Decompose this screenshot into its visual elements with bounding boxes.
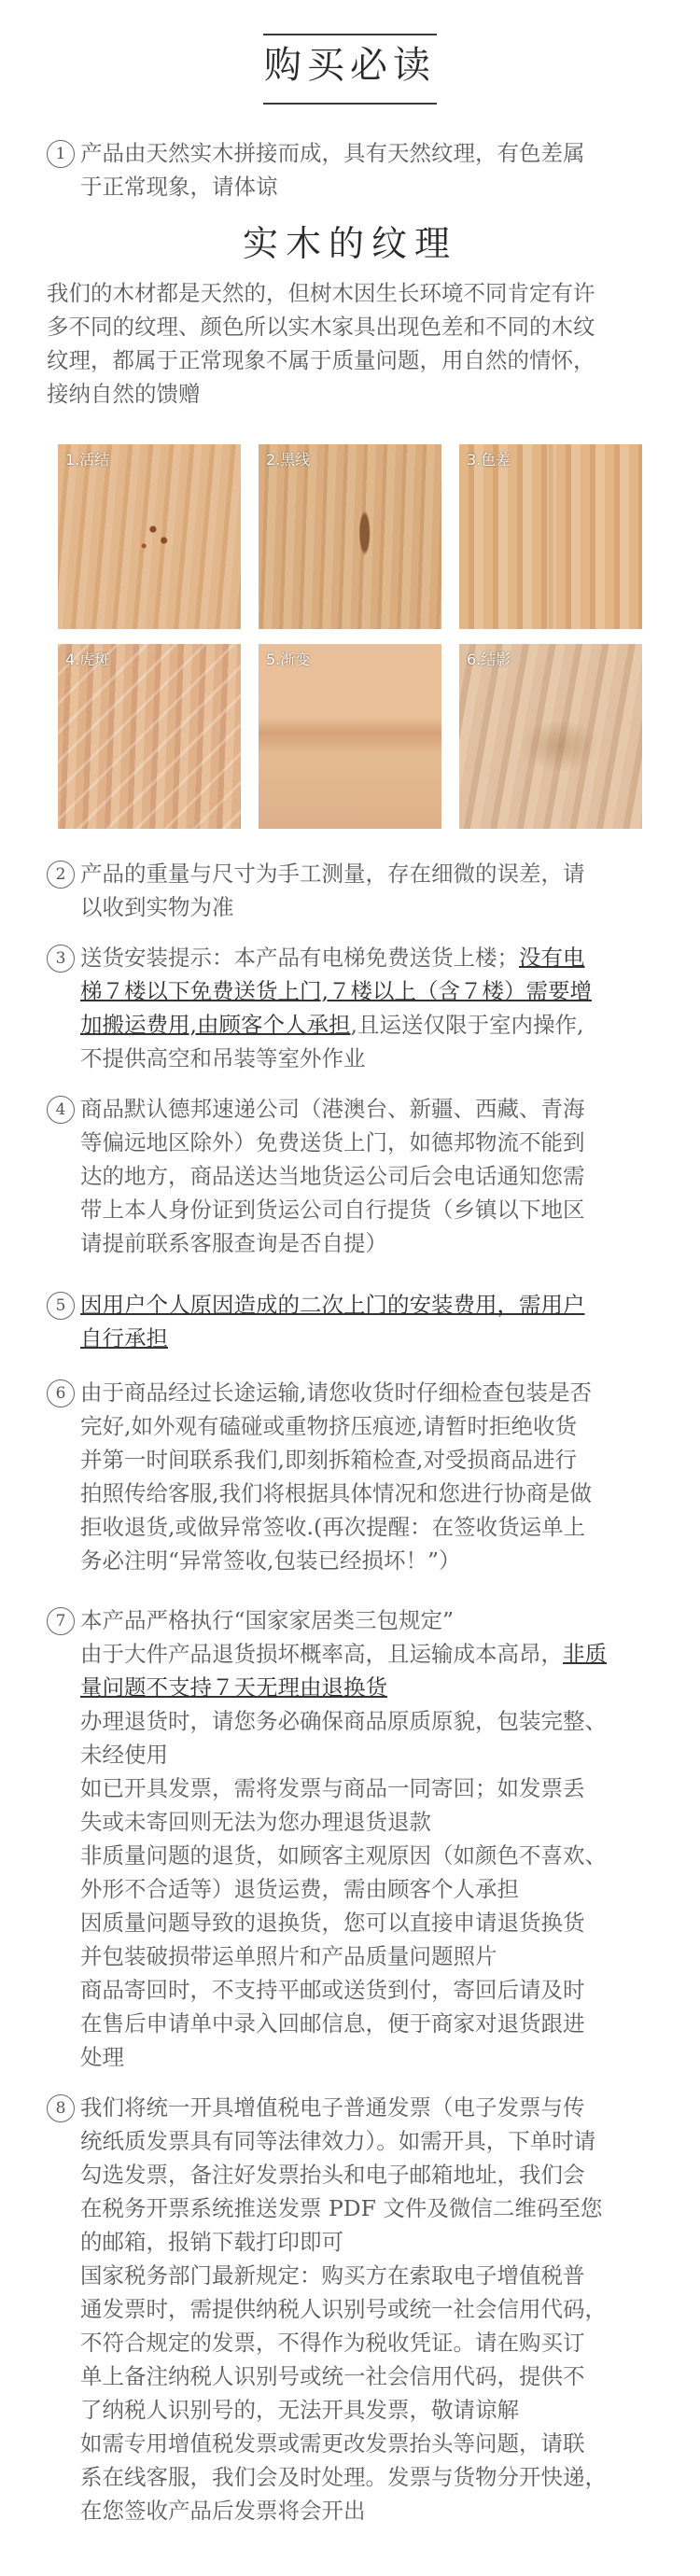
item-line: 拍照传给客服,我们将根据具体情况和您进行协商是做 [80,1480,592,1506]
item-number: 4 [47,1096,75,1124]
item-line: 达的地方，商品送达当地货运公司后会电话通知您需 [80,1163,585,1189]
wood-photo-color-difference [459,444,642,629]
wood-photo-black-line [259,444,441,629]
item-line: 的邮箱，报销下载打印即可 [80,2229,343,2255]
item-line: 单上备注纳税人识别号或统一社会信用代码，提供不 [80,2363,585,2389]
page-title: 购买必读 [264,44,436,87]
item-number: 7 [47,1607,75,1635]
item-line: 不符合规定的发票，不得作为税收凭证。请在购买订 [80,2330,585,2356]
notice-item-4 [47,1092,663,1260]
item-line: 办理退货时，请您务必确保商品原质原貌，包装完整、 [80,1708,607,1734]
notice-item-1 [47,136,663,203]
item-emphasis: 没有电 [519,945,585,971]
texture-section-title: 实木的纹理 [242,223,457,264]
wood-photo-tiger-stripe [58,644,241,829]
item-line: 产品的重量与尺寸为手工测量，存在细微的误差，请 [80,861,585,887]
desc-line: 纹理，都属于正常现象不属于质量问题，用自然的情怀， [47,347,595,373]
item-text: 本产品严格执行“国家家居类三包规定” [80,1607,455,1633]
item-emphasis: 梯７楼以下免费送货上门,７楼以上（含７楼）需要增 [80,978,592,1004]
item-line: 处理 [80,2044,124,2070]
item-line: 通发票时，需提供纳税人识别号或统一社会信用代码， [80,2296,607,2322]
item-line: 国家税务部门最新规定：购买方在索取电子增值税普 [80,2262,585,2289]
item-line: 非质量问题的退货，如顾客主观原因（如颜色不喜欢、 [80,1842,607,1869]
notice-item-2 [47,857,663,924]
item-line: 商品默认德邦速递公司（港澳台、新疆、西藏、青海 [80,1096,585,1122]
notice-item-6 [47,1376,663,1577]
item-line: 完好,如外观有磕碰或重物挤压痕迹,请暂时拒绝收货 [80,1413,577,1439]
item-line: 在税务开票系统推送发票 PDF 文件及微信二维码至您 [80,2195,603,2221]
item-line: 拒收退货,或做异常签收.(再次提醒：在签收货运单上 [80,1514,586,1540]
item-number: 1 [47,140,75,168]
notice-item-5 [47,1288,663,1355]
desc-line: 我们的木材都是天然的，但树木因生长环境不同肯定有许 [47,280,595,306]
notice-item-8 [47,2091,663,2527]
item-text: 送货安装提示：本产品有电梯免费送货上楼； [80,945,519,971]
item-line: 商品寄回时，不支持平邮或送货到付，寄回后请及时 [80,1977,585,2003]
item-line: 产品由天然实木拼接而成，具有天然纹理，有色差属 [80,140,585,166]
item-emphasis: 非质 [563,1641,607,1667]
texture-description [47,276,663,411]
item-line: 如已开具发票，需将发票与商品一同寄回；如发票丢 [80,1775,585,1801]
item-text: 由于大件产品退货损坏概率高，且运输成本高昂， [80,1641,563,1667]
wood-photo-knot-shadow [459,644,642,829]
item-emphasis: 量问题不支持７天无理由退换货 [80,1674,387,1701]
item-emphasis: 因用户个人原因造成的二次上门的安装费用，需用户 [80,1292,585,1318]
item-line: 由于商品经过长途运输,请您收货时仔细检查包装是否 [80,1379,592,1406]
item-emphasis: 自行承担 [80,1325,168,1351]
item-line: 统纸质发票具有同等法律效力）。如需开具，下单时请 [80,2128,596,2154]
item-line: 请提前联系客服查询是否自提） [80,1230,387,1256]
item-number: 5 [47,1292,75,1320]
item-number: 3 [47,945,75,973]
item-line: 在售后申请单中录入回邮信息，便于商家对退货跟进 [80,2010,585,2037]
notice-item-7 [47,1603,663,2074]
item-line: 未经使用 [80,1742,168,1768]
item-emphasis: 加搬运费用,由顾客个人承担 [80,1012,351,1038]
item-number: 2 [47,861,75,889]
item-line: 并第一时间联系我们,即刻拆箱检查,对受损商品进行 [80,1447,577,1473]
item-line: 在您签收产品后发票将会开出 [80,2498,366,2524]
photo-label: 3.色差 [467,451,511,469]
item-line: 务必注明“异常签收,包装已经损坏！”） [80,1547,461,1574]
item-line: 等偏远地区除外）免费送货上门，如德邦物流不能到 [80,1129,585,1155]
item-line: 如需专用增值税发票或需更改发票抬头等问题，请联 [80,2430,585,2457]
item-text: 不提供高空和吊装等室外作业 [80,1045,366,1071]
item-line: 失或未寄回则无法为您办理退货退款 [80,1809,431,1835]
photo-label: 6.结影 [467,651,511,668]
wood-photo-live-knot [58,444,241,629]
item-text: ,且运送仅限于室内操作, [350,1012,584,1038]
item-line: 勾选发票，备注好发票抬头和电子邮箱地址，我们会 [80,2162,585,2188]
item-line: 带上本人身份证到货运公司自行提货（乡镇以下地区 [80,1197,585,1223]
title-rule-bottom [263,103,437,105]
item-line: 系在线客服，我们会及时处理。发票与货物分开快递， [80,2464,607,2490]
photo-label: 4.虎斑 [65,651,110,668]
desc-line: 接纳自然的馈赠 [47,381,201,407]
item-line: 外形不合适等）退货运费，需由顾客个人承担 [80,1876,519,1902]
notice-item-3 [47,941,663,1075]
wood-photo-gradient [259,644,441,829]
item-line: 并包装破损带运单照片和产品质量问题照片 [80,1943,497,1969]
photo-label: 2.黑线 [266,451,311,469]
item-number: 8 [47,2094,75,2122]
desc-line: 多不同的纹理、颜色所以实木家具出现色差和不同的木纹 [47,314,595,340]
item-line: 了纳税人识别号的，无法开具发票，敬请谅解 [80,2397,519,2423]
item-line: 我们将统一开具增值税电子普通发票（电子发票与传 [80,2094,585,2121]
item-line: 于正常现象，请体谅 [80,174,278,200]
item-line: 因质量问题导致的退换货，您可以直接申请退货换货 [80,1910,585,1936]
item-number: 6 [47,1379,75,1407]
item-line: 以收到实物为准 [80,894,234,920]
photo-label: 5.渐变 [266,651,311,668]
photo-label: 1.活结 [65,451,110,469]
